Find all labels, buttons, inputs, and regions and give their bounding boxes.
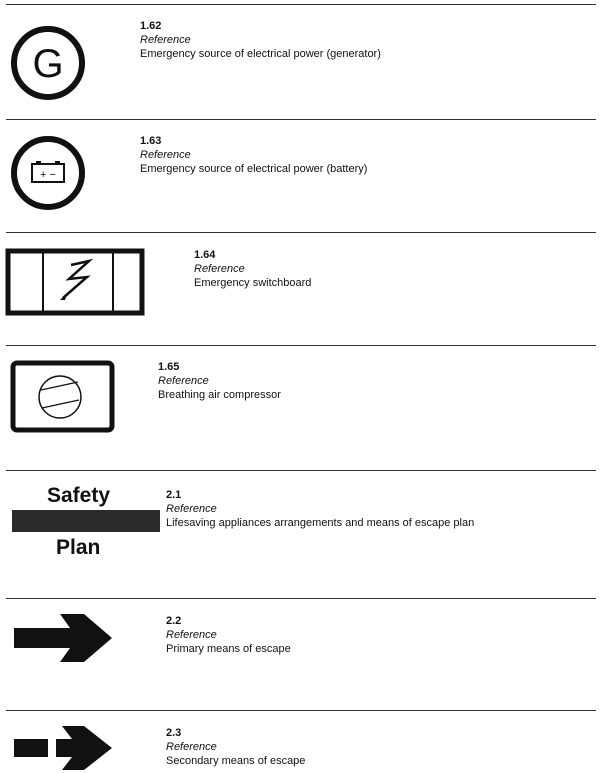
divider-rule xyxy=(6,345,596,346)
entry-2-2 xyxy=(166,614,291,656)
entry-reference: Reference xyxy=(166,629,217,641)
divider-rule xyxy=(6,232,596,233)
divider-rule xyxy=(6,119,596,120)
entry-description: Primary means of escape xyxy=(166,643,291,655)
entry-description: Secondary means of escape xyxy=(166,755,306,767)
entry-reference: Reference xyxy=(166,503,217,515)
entry-code: 2.1 xyxy=(166,489,182,501)
safety-plan-icon xyxy=(12,510,160,532)
entry-code: 1.63 xyxy=(140,135,162,147)
compressor-icon xyxy=(10,360,115,435)
entry-description: Emergency source of electrical power (battery) xyxy=(140,163,368,175)
entry-2-1 xyxy=(166,488,474,530)
generator-glyph: G xyxy=(32,42,64,86)
entry-code: 1.65 xyxy=(158,361,180,373)
battery-icon xyxy=(8,134,88,214)
entry-1-62 xyxy=(140,19,381,61)
entry-1-64 xyxy=(194,248,311,290)
entry-1-65 xyxy=(158,360,281,402)
generator-g-icon xyxy=(8,24,88,104)
primary-escape-arrow-icon xyxy=(12,612,114,664)
entry-2-3 xyxy=(166,726,305,768)
entry-reference: Reference xyxy=(194,263,245,275)
switchboard-icon xyxy=(5,248,145,318)
entry-code: 1.62 xyxy=(140,20,162,32)
entry-reference: Reference xyxy=(140,149,191,161)
secondary-escape-arrow-icon xyxy=(12,725,114,771)
entry-1-63 xyxy=(140,134,367,176)
entry-description: Emergency source of electrical power (generator) xyxy=(140,48,381,60)
entry-code: 1.64 xyxy=(194,249,216,261)
entry-description: Emergency switchboard xyxy=(194,277,312,289)
entry-description: Lifesaving appliances arrangements and means of escape plan xyxy=(166,517,475,529)
battery-glyph: + − xyxy=(40,169,56,181)
safety-plan-top-word: Safety xyxy=(47,484,111,507)
entry-code: 2.2 xyxy=(166,615,182,627)
entry-reference: Reference xyxy=(166,741,217,753)
entry-reference: Reference xyxy=(140,34,191,46)
entry-reference: Reference xyxy=(158,375,209,387)
safety-plan-bottom-word: Plan xyxy=(56,536,101,559)
divider-rule xyxy=(6,598,596,599)
entry-code: 2.3 xyxy=(166,727,182,739)
divider-rule xyxy=(6,710,596,711)
divider-rule xyxy=(6,470,596,471)
entry-description: Breathing air compressor xyxy=(158,389,281,401)
divider-rule xyxy=(6,4,596,5)
